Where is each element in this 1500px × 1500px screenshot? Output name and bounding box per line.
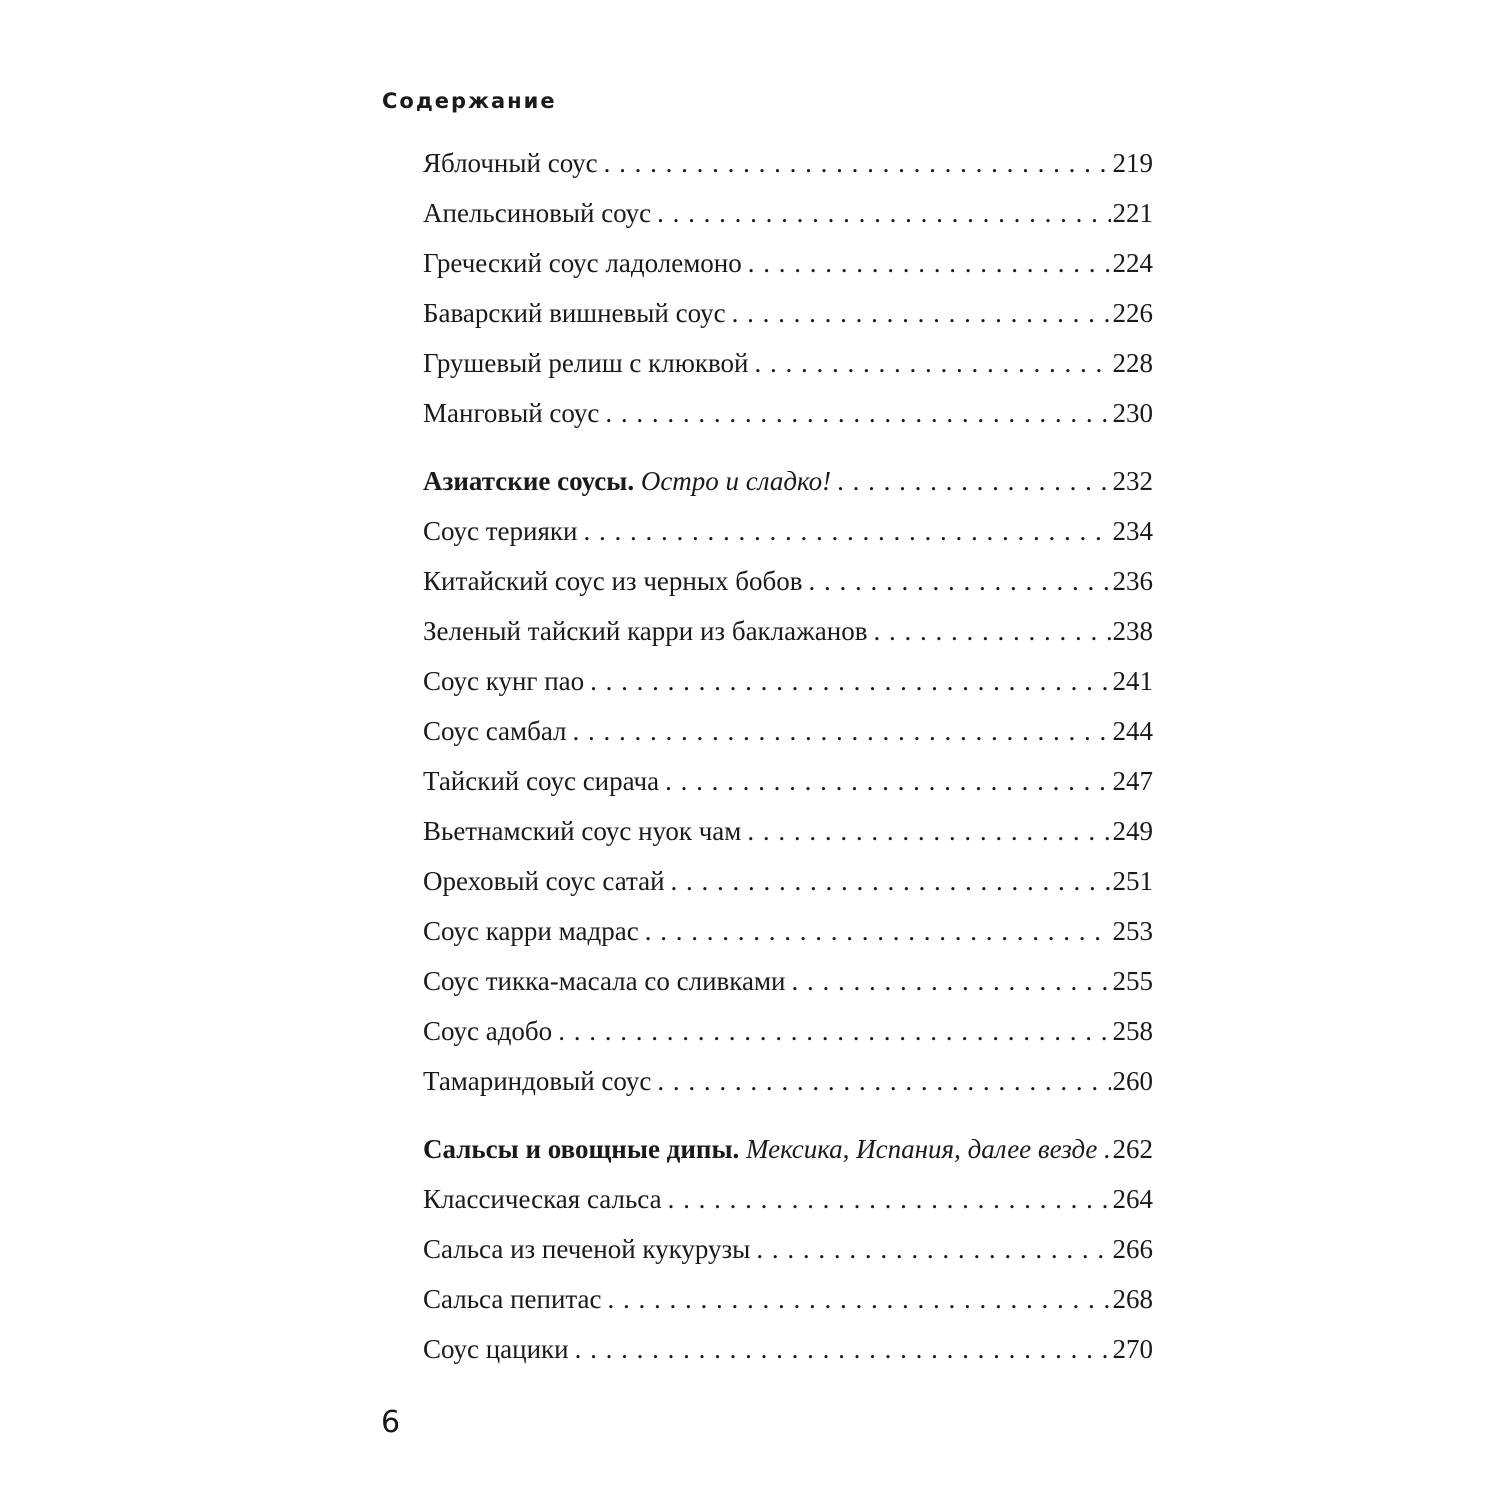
toc-entry-title: Апельсиновый соус xyxy=(423,198,652,228)
toc-entry xyxy=(423,656,1153,706)
toc-entry xyxy=(423,556,1153,606)
toc-section-title xyxy=(423,456,831,506)
toc-entry-page: 230 xyxy=(1112,398,1153,428)
toc-entry xyxy=(423,1324,1153,1374)
toc-leader-dots xyxy=(802,556,1110,606)
toc-entry xyxy=(423,1174,1153,1224)
toc-section-name: Сальсы и овощные дипы. xyxy=(423,1134,740,1164)
toc-entry-title: Баварский вишневый соус xyxy=(423,298,726,328)
toc-entry-page: 247 xyxy=(1112,766,1153,796)
toc-entry-page: 238 xyxy=(1112,616,1153,646)
toc-leader-dots xyxy=(741,806,1110,856)
toc-entry-title: Грушевый релиш с клюквой xyxy=(423,348,749,378)
toc-leader-dots xyxy=(651,1056,1110,1106)
toc-leader-dots xyxy=(577,506,1110,556)
toc-entry xyxy=(423,956,1153,1006)
toc-entry xyxy=(423,338,1153,388)
toc-leader-dots xyxy=(659,756,1110,806)
toc-section-subtitle: Остро и сладко! xyxy=(640,466,832,496)
toc-entry xyxy=(423,238,1153,288)
toc-entry-title: Соус адобо xyxy=(423,1016,553,1046)
toc-leader-dots xyxy=(599,388,1110,438)
toc-entry xyxy=(423,756,1153,806)
toc-entry-page: 264 xyxy=(1112,1184,1153,1214)
toc-entry-title: Соус самбал xyxy=(423,716,567,746)
toc-leader-dots xyxy=(639,906,1111,956)
toc-leader-dots xyxy=(750,1224,1110,1274)
toc-entry xyxy=(423,1274,1153,1324)
toc-entry-page: 221 xyxy=(1112,198,1153,228)
toc-leader-dots xyxy=(742,238,1111,288)
toc-entry-page: 219 xyxy=(1112,148,1153,178)
toc-leader-dots xyxy=(584,656,1110,706)
toc-entry-title: Тамариндовый соус xyxy=(423,1066,652,1096)
toc-entry-title: Соус терияки xyxy=(423,516,578,546)
toc-entry xyxy=(423,856,1153,906)
toc-entry-page: 258 xyxy=(1112,1016,1153,1046)
toc-leader-dots xyxy=(602,1274,1111,1324)
toc-leader-dots xyxy=(749,338,1111,388)
toc-entry-page: 255 xyxy=(1112,966,1153,996)
toc-entry-title: Греческий соус ладолемоно xyxy=(423,248,742,278)
toc-entry xyxy=(423,188,1153,238)
toc-entry-title: Вьетнамский соус нуок чам xyxy=(423,816,742,846)
toc-entry xyxy=(423,906,1153,956)
toc-entry-page: 260 xyxy=(1112,1066,1153,1096)
toc-entry xyxy=(423,1006,1153,1056)
page-header: Содержание xyxy=(382,89,557,113)
toc-entry-page: 236 xyxy=(1112,566,1153,596)
toc-entry-page: 234 xyxy=(1112,516,1153,546)
toc-section-heading xyxy=(423,1124,1153,1174)
toc-entry-page: 251 xyxy=(1112,866,1153,896)
toc-entry-title: Китайский соус из черных бобов xyxy=(423,566,803,596)
toc-entry-title: Манговый соус xyxy=(423,398,600,428)
toc-entry-page: 232 xyxy=(1112,466,1153,496)
toc-entry-title: Сальса из печеной кукурузы xyxy=(423,1234,751,1264)
toc-leader-dots xyxy=(651,188,1110,238)
toc-leader-dots xyxy=(567,706,1111,756)
toc-leader-dots xyxy=(726,288,1111,338)
table-of-contents xyxy=(423,138,1153,1374)
toc-entry xyxy=(423,388,1153,438)
page-number: 6 xyxy=(381,1405,401,1440)
toc-section-title xyxy=(423,1124,1097,1174)
toc-entry-page: 224 xyxy=(1112,248,1153,278)
toc-leader-dots xyxy=(665,856,1111,906)
toc-entry-title: Классическая сальса xyxy=(423,1184,662,1214)
toc-leader-dots xyxy=(831,456,1110,506)
toc-section-subtitle: Мексика, Испания, далее везде xyxy=(746,1134,1098,1164)
toc-entry-title: Тайский соус сирача xyxy=(423,766,660,796)
toc-entry xyxy=(423,1056,1153,1106)
toc-entry-title: Соус кунг пао xyxy=(423,666,585,696)
toc-entry-title: Соус карри мадрас xyxy=(423,916,639,946)
toc-entry xyxy=(423,506,1153,556)
toc-entry-title: Зеленый тайский карри из баклажанов xyxy=(423,616,868,646)
toc-entry-page: 226 xyxy=(1112,298,1153,328)
toc-entry-title: Соус цацики xyxy=(423,1334,569,1364)
toc-leader-dots xyxy=(552,1006,1110,1056)
toc-entry-page: 253 xyxy=(1112,916,1153,946)
toc-entry-page: 249 xyxy=(1112,816,1153,846)
toc-entry-page: 268 xyxy=(1112,1284,1153,1314)
toc-leader-dots xyxy=(598,138,1111,188)
toc-entry xyxy=(423,1224,1153,1274)
toc-entry-title: Ореховый соус сатай xyxy=(423,866,665,896)
toc-leader-dots xyxy=(786,956,1111,1006)
toc-leader-dots xyxy=(867,606,1110,656)
toc-entry-page: 244 xyxy=(1112,716,1153,746)
toc-entry-title: Яблочный соус xyxy=(423,148,598,178)
toc-section-heading xyxy=(423,456,1153,506)
toc-entry-page: 241 xyxy=(1112,666,1153,696)
toc-section-name: Азиатские соусы. xyxy=(423,466,635,496)
toc-leader-dots xyxy=(662,1174,1111,1224)
toc-entry xyxy=(423,606,1153,656)
toc-entry-title: Сальса пепитас xyxy=(423,1284,602,1314)
toc-entry xyxy=(423,138,1153,188)
toc-entry xyxy=(423,706,1153,756)
toc-leader-dots xyxy=(1097,1124,1110,1174)
toc-entry xyxy=(423,806,1153,856)
toc-entry-page: 266 xyxy=(1112,1234,1153,1264)
toc-entry-title: Соус тикка-масала со сливками xyxy=(423,966,786,996)
toc-entry xyxy=(423,288,1153,338)
toc-entry-page: 228 xyxy=(1112,348,1153,378)
toc-entry-page: 262 xyxy=(1112,1134,1153,1164)
toc-leader-dots xyxy=(569,1324,1111,1374)
toc-entry-page: 270 xyxy=(1112,1334,1153,1364)
